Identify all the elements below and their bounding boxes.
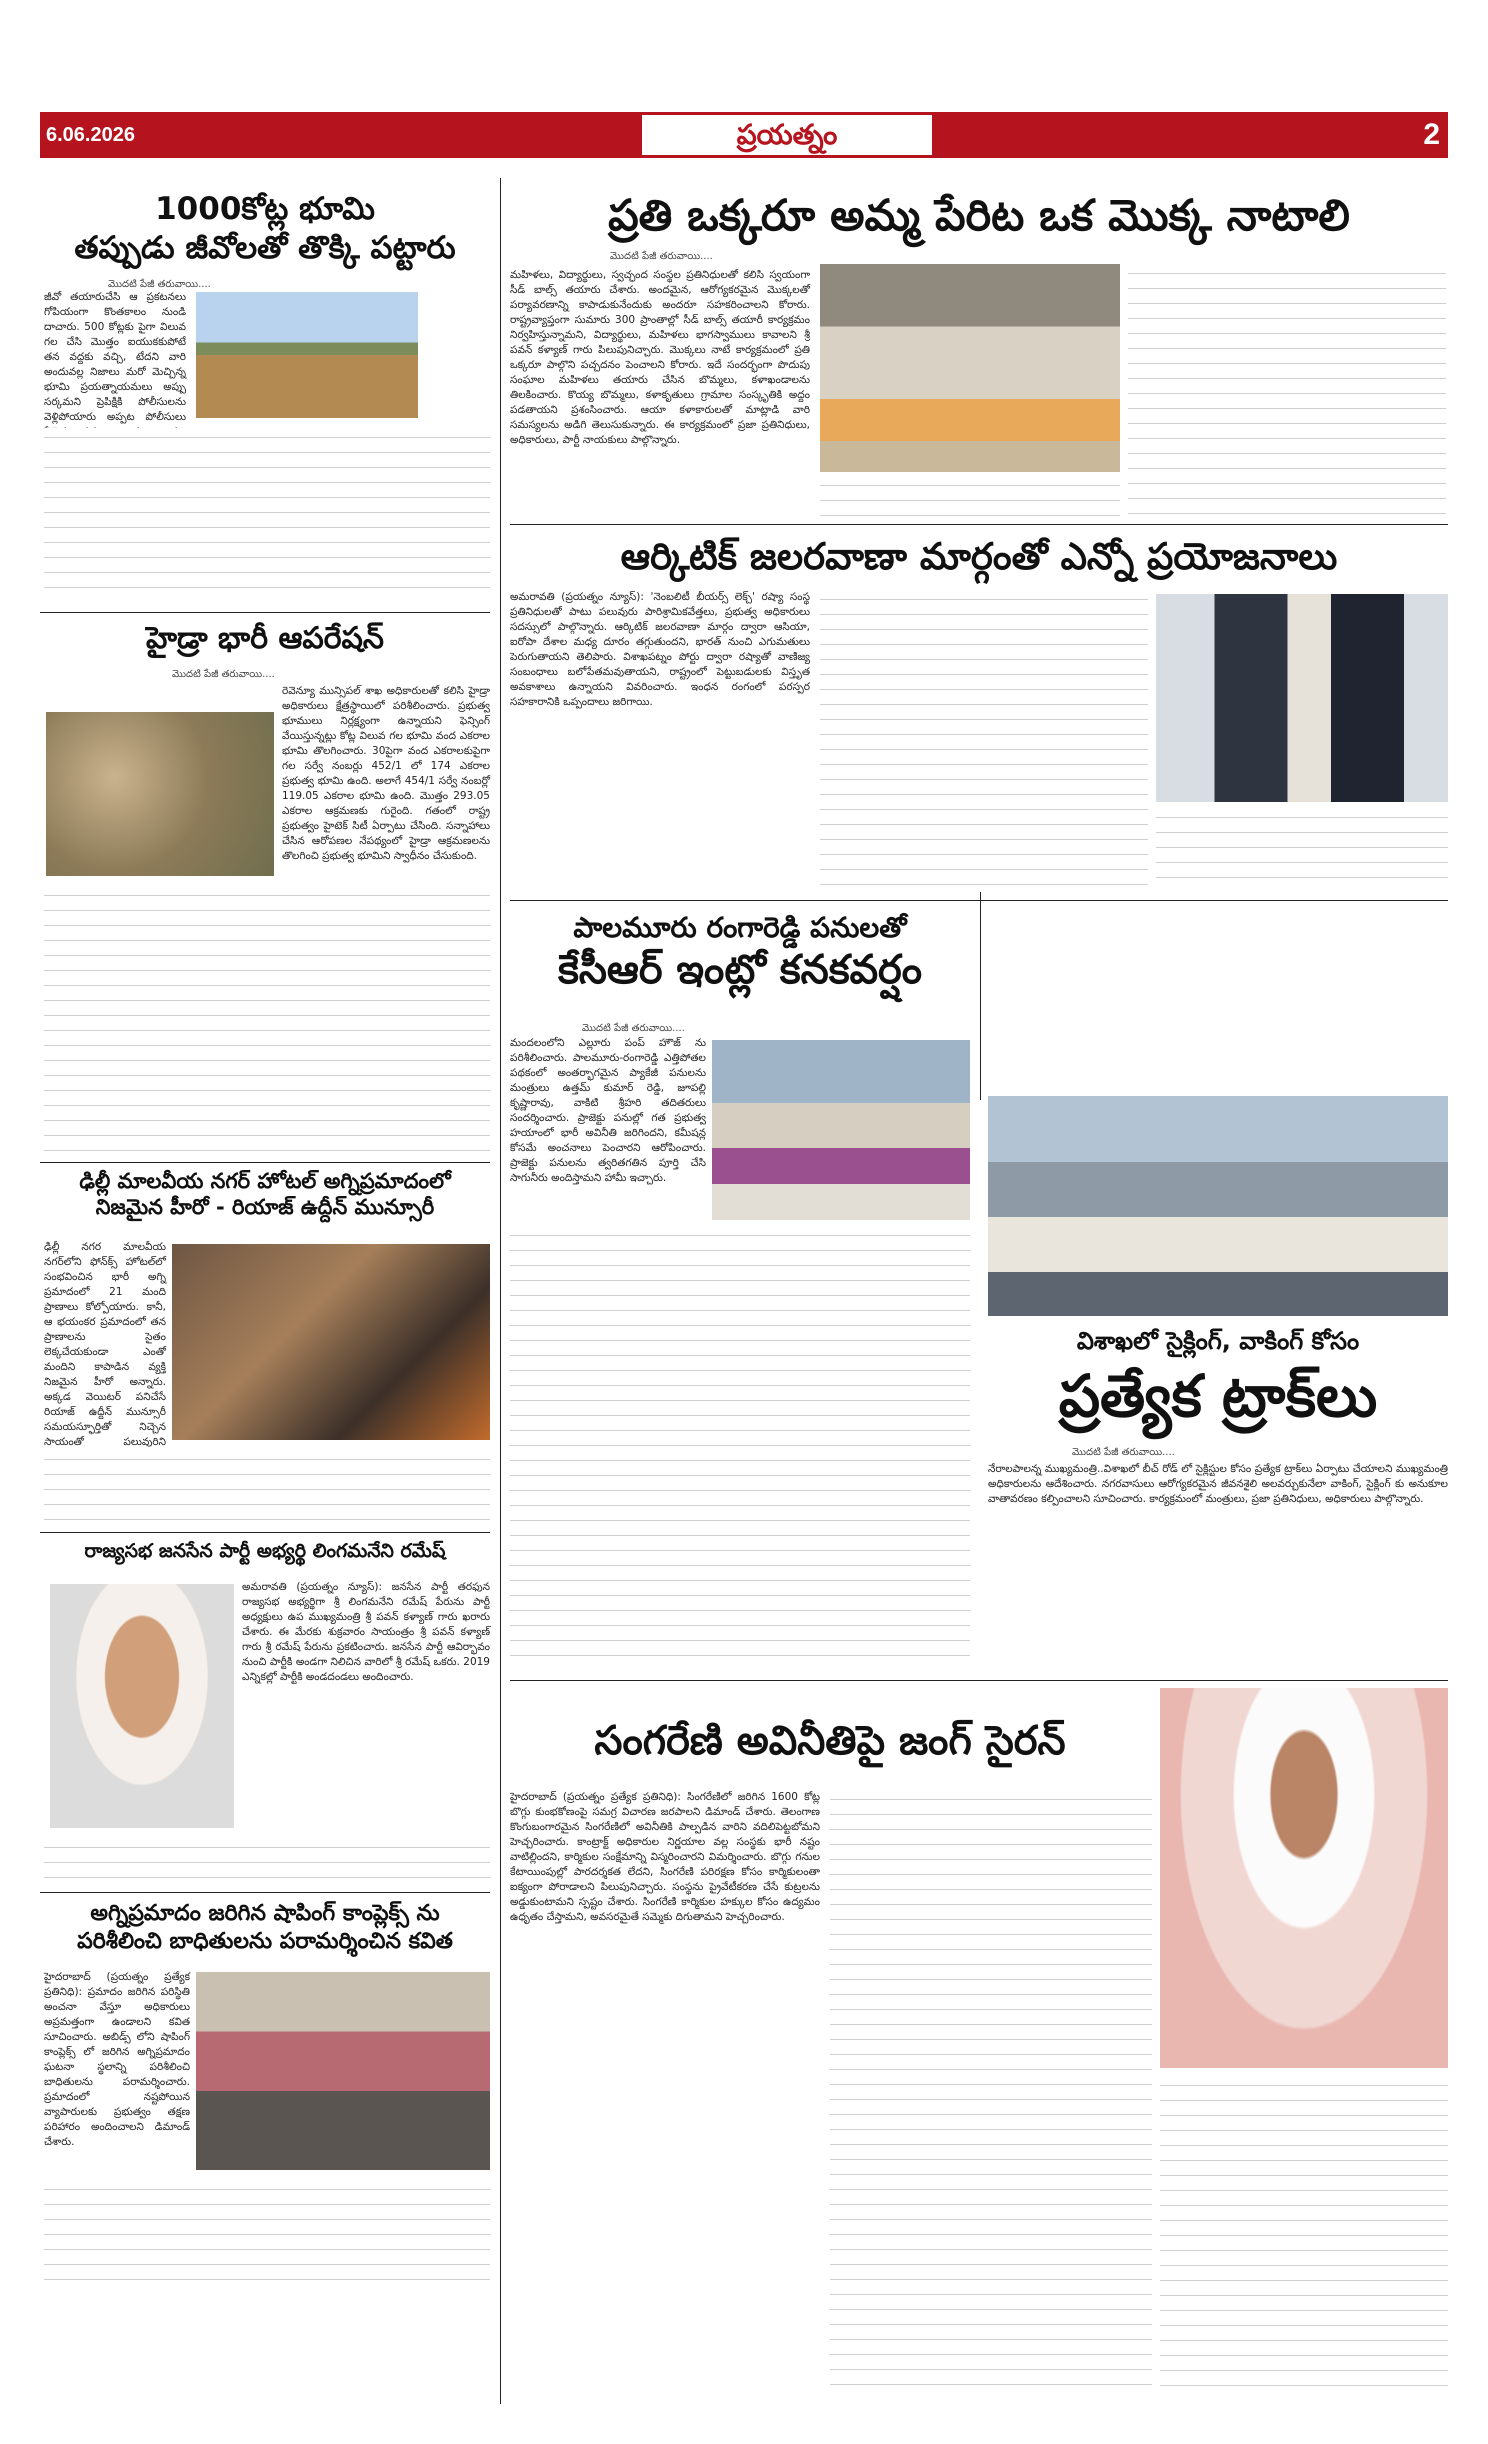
headline-rajyasabha: రాజ్యసభ జనసేన పార్టీ అభ్యర్థి లింగమనేని రమేష్ bbox=[84, 1540, 446, 1562]
seedball-photo bbox=[820, 264, 1120, 472]
article-text bbox=[820, 476, 1120, 516]
fire-rescue-photo bbox=[172, 1244, 490, 1440]
portrait-photo bbox=[50, 1584, 234, 1828]
headline-delhi-fire: ఢిల్లీ మాలవీయ నగర్ హోటల్ అగ్నిప్రమాదంలో నిజమైన హీరో - రియాజ్ ఉద్దీన్ మున్సూరీ bbox=[79, 1169, 451, 1220]
article-text: మహిళలు, విద్యార్థులు, స్వచ్ఛంద సంస్థల ప్రతినిధులతో కలిసి స్వయంగా సీడ్ బాల్స్ తయారు చేశారు. అందమైన, ఆరోగ్యకరమైన మొక్కలతో పర్యావరణాన్ని కాపాడుకునేందుకు అందరూ సహకరించాలని కోరారు. రాష్ట్రవ్యాప్తంగా సుమారు 300 ప్రాంతాల్లో సీడ్ బాల్స్ తయారీ కార్యక్రమం నిర్వహిస్తున్నామని, విద్యార్థులు, మహిళలు భాగస్వాములు కావాలని శ్రీ పవన్ కళ్యాణ్ గారు పిలుపునిచ్చారు. మొక్కలు నాటే కార్యక్రమంలో ప్రతి ఒక్కరూ పాల్గొని పచ్చదనం పెంచాలని కోరారు. ఇదే సందర్భంగా పొదుపు సంఘాల మహిళలు తయారు చేసిన బొమ్మలు, కళాఖండాలను తిలకించారు. కొయ్య బొమ్మలు, కళాకృతులు గ్రామాల సంస్కృతికి అద్దం పడతాయని ప్రశంసించారు. ఆయా కళాకారులతో మాట్లాడి వారి సమస్యలను అడిగి తెలుసుకున్నారు. ఈ కార్యక్రమంలో ప్రజా ప్రతినిధులు, అధికారులు, పార్టీ నాయకులు పాల్గొన్నారు. bbox=[510, 269, 810, 446]
article-text bbox=[830, 1790, 1152, 2390]
aerial-photo bbox=[46, 712, 274, 876]
section-divider bbox=[40, 1532, 490, 1533]
section-divider bbox=[510, 524, 1448, 525]
site-visit-photo bbox=[712, 1040, 970, 1220]
article-text: మందలంలోని ఎల్లూరు పంప్ హౌజ్ ను పరిశీలించారు. పాలమూరు-రంగారెడ్డి ఎత్తిపోతల పథకంలో అంతర్భాగమైన ప్యాకేజీ పనులను మంత్రులు ఉత్తమ్ కుమార్ రెడ్డి, జూపల్లి కృష్ణారావు, వాకిటి శ్రీహరి తదితరులు సందర్శించారు. ప్రాజెక్టు పనుల్లో గత ప్రభుత్వ హయాంలో భారీ అవినీతి జరిగిందని, కమీషన్ల కోసమే అంచనాలు పెంచారని ఆరోపించారు. ప్రాజెక్టు పనులను త్వరితగతిన పూర్తి చేసి సాగునీరు అందిస్తామని హామీ ఇచ్చారు. bbox=[510, 1037, 706, 1184]
article-text bbox=[820, 590, 1148, 892]
article-text: అమరావతి (ప్రయత్నం న్యూస్): జనసేన పార్టీ తరఫున రాజ్యసభ అభ్యర్థిగా శ్రీ లింగమనేని రమేష్ పేరును పార్టీ అధ్యక్షులు ఉప ముఖ్యమంత్రి శ్రీ పవన్ కళ్యాణ్ గారు ఖరారు చేశారు. ఈ మేరకు శుక్రవారం సాయంత్రం శ్రీ పవన్ కళ్యాణ్ గారు శ్రీ రమేష్ పేరును ప్రకటించారు. జనసేన పార్టీ ఆవిర్భావం నుంచి పార్టీకి అండగా నిలిచిన వారిలో శ్రీ రమేష్ ఒకరు. 2019 ఎన్నికల్లో పార్టీకి అండదండలు అందించారు. bbox=[242, 1581, 490, 1683]
headline-kavitha: అగ్నిప్రమాదం జరిగిన షాపింగ్ కాంప్లెక్స్ ను పరిశీలించి బాధితులను పరామర్శించిన కవిత bbox=[77, 1901, 453, 1954]
farmland-photo bbox=[196, 292, 418, 418]
page-number: 2 bbox=[1423, 118, 1440, 151]
headline-arctic: ఆర్కిటిక్ జలరవాణా మార్గంతో ఎన్నో ప్రయోజనాలు bbox=[620, 535, 1338, 578]
meeting-photo bbox=[1156, 594, 1448, 802]
issue-date: 6.06.2026 bbox=[46, 124, 135, 146]
article-text: హైదరాబాద్ (ప్రయత్నం ప్రత్యేక ప్రతినిధి): సింగరేణిలో జరిగిన 1600 కోట్ల బొగ్గు కుంభకోణంపై సమగ్ర విచారణ జరపాలని డిమాండ్ చేశారు. తెలంగాణ కొంగుబంగారమైన సింగరేణిలో అవినీతికి పాల్పడిన వారిని వదిలిపెట్టబోమని హెచ్చరించారు. కాంట్రాక్ట్ అధికారుల నిర్ణయాల వల్ల సంస్థకు భారీ నష్టం వాటిల్లిందని, కార్మికుల సంక్షేమాన్ని విస్మరించారని విమర్శించారు. బొగ్గు గనుల కేటాయింపుల్లో పారదర్శకత లేదని, సింగరేణి పరిరక్షణ కోసం కార్మికులంతా ఐక్యంగా పోరాడాలని పిలుపునిచ్చారు. సంస్థను ప్రైవేటీకరణ చేసే కుట్రలను అడ్డుకుంటామని స్పష్టం చేశారు. సింగరేణి కార్మికుల హక్కుల కోసం ఉద్యమం ఉధృతం చేస్తామని, అవసరమైతే సమ్మెకు దిగుతామని హెచ్చరించారు. bbox=[510, 1791, 820, 1923]
byline: మొదటి పేజీ తరువాయి.... bbox=[172, 669, 275, 680]
article-text bbox=[1156, 808, 1448, 892]
article-text: నేరాలపాలన్న ముఖ్యమంత్రి..విశాఖలో బీచ్ రోడ్ లో సైక్లిస్టుల కోసం ప్రత్యేక ట్రాక్‌లు ఏర్పాటు చేయాలని ముఖ్యమంత్రి అధికారులను ఆదేశించారు. నగరవాసులు ఆరోగ్యకరమైన జీవనశైలి అలవర్చుకునేలా వాకింగ్, సైక్లింగ్ కు అనుకూల వాతావరణం కల్పించాలని సూచించారు. కార్యక్రమంలో మంత్రులు, ప్రజా ప్రతినిధులు, అధికారులు పాల్గొన్నారు. bbox=[988, 1463, 1448, 1505]
speaker-photo bbox=[1160, 1688, 1448, 2068]
article-text bbox=[44, 2180, 490, 2290]
article-text bbox=[44, 886, 490, 1152]
section-divider bbox=[510, 1680, 1448, 1681]
article-text: ఢిల్లీ నగర మాలవీయ నగర్‌లోని ఫోన్‌క్స్ హోటల్‌లో సంభవించిన భారీ అగ్ని ప్రమాదంలో 21 మంది ప్రాణాలు కోల్పోయారు. కానీ, ఆ భయంకర ప్రమాదంలో తన ప్రాణాలను సైతం లెక్కచేయకుండా ఎంతో మందిని కాపాడిన వ్యక్తి నిజమైన హీరో అన్నారు. అక్కడ వెయిటర్ పనిచేసే రియాజ్ ఉద్దీన్ మున్సూరీ సమయస్ఫూర్తితో నిచ్చెన సాయంతో పలువురిని bbox=[44, 1241, 166, 1448]
byline: మొదటి పేజీ తరువాయి.... bbox=[582, 1023, 685, 1034]
section-divider bbox=[510, 900, 1448, 901]
headline-palamuru: పాలమూరు రంగారెడ్డి పనులతో కేసీఆర్ ఇంట్లో కనకవర్షం bbox=[557, 911, 923, 993]
article-text: హైదరాబాద్ (ప్రయత్నం ప్రత్యేక ప్రతినిధి): ప్రమాదం జరిగిన పరిస్థితి అంచనా వేస్తూ అధికారులు అప్రమత్తంగా ఉండాలని కవిత సూచించారు. అబిడ్స్ లోని షాపింగ్ కాంప్లెక్స్ లో జరిగిన అగ్నిప్రమాదం ఘటనా స్థలాన్ని పరిశీలించి బాధితులను పరామర్శించారు. ప్రమాదంలో నష్టపోయిన వ్యాపారులకు ప్రభుత్వం తక్షణ పరిహారం అందించాలని డిమాండ్ చేశారు. bbox=[44, 1971, 190, 2148]
kavitha-visit-photo bbox=[196, 1972, 490, 2170]
headline-singareni: సంగరేణి అవినీతిపై జంగ్ సైరన్ bbox=[594, 1718, 1066, 1764]
section-divider bbox=[40, 1162, 490, 1163]
headline-hydra: హైడ్రా భారీ ఆపరేషన్ bbox=[146, 621, 384, 656]
article-text bbox=[44, 1838, 490, 1888]
headline-plant-tree: ప్రతి ఒక్కరూ అమ్మ పేరిట ఒక మొక్క నాటాలి bbox=[608, 191, 1350, 241]
column-divider bbox=[500, 178, 501, 2404]
byline: మొదటి పేజీ తరువాయి.... bbox=[108, 279, 211, 290]
section-divider bbox=[40, 612, 490, 613]
article-text bbox=[44, 428, 490, 600]
article-text bbox=[510, 1226, 970, 1666]
headline-tracks: ప్రత్యేక ట్రాక్‌లు bbox=[1058, 1362, 1378, 1430]
byline: మొదటి పేజీ తరువాయి.... bbox=[610, 251, 713, 262]
article-text bbox=[44, 1450, 490, 1524]
headline-land: 1000కోట్ల భూమి తప్పుడు జీవోలతో తొక్కి పట్టారు bbox=[74, 191, 456, 266]
masthead-logo: ప్రయత్నం bbox=[642, 115, 932, 155]
headline-cycling: విశాఖలో సైక్లింగ్, వాకింగ్ కోసం bbox=[1076, 1327, 1360, 1355]
section-divider bbox=[40, 1892, 490, 1893]
cycling-photo bbox=[988, 1096, 1448, 1316]
article-text bbox=[1160, 2076, 1448, 2390]
article-text: రెవెన్యూ మున్సిపల్ శాఖ అధికారులతో కలిసి హైడ్రా అధికారులు క్షేత్రస్థాయిలో పరిశీలించారు. ప్రభుత్వ భూములు నిర్లక్ష్యంగా ఉన్నాయని ఫెన్సింగ్ వేయిస్తున్నట్లు కోట్ల విలువ గల భూమి వంద ఎకరాల భూమి తొలగించారు. 30పైగా వంద ఎకరాలకుపైగా గల సర్వే నంబర్లు 452/1 లో 174 ఎకరాల ప్రభుత్వ భూమి ఉంది. అలాగే 454/1 సర్వే నంబర్లో 119.05 ఎకరాల భూమి ఉంది. మొత్తం 293.05 ఎకరాల ఆక్రమణకు గురైంది. గతంలో రాష్ట్ర ప్రభుత్వం హైటెక్ సిటీ ఏర్పాటు చేసింది. సన్నాహాలు చేసిన ఆరోపణల నేపథ్యంలో హైడ్రా ఆక్రమణలను తొలగించి ప్రభుత్వ భూమిని స్వాధీనం చేసుకుంది. bbox=[282, 685, 490, 862]
article-text: అమరావతి (ప్రయత్నం న్యూస్): 'నెంబలిటీ బీయర్స్ లెక్చ్' రష్యా సంస్థ ప్రతినిధులతో పాటు పలువురు పారిశ్రామికవేత్తలు, ప్రభుత్వ అధికారులు సదస్సులో పాల్గొన్నారు. ఆర్కిటిక్ జలరవాణా మార్గం ద్వారా ఆసియా, ఐరోపా దేశాల మధ్య దూరం తగ్గుతుందని, భారత్ నుంచి ఎగుమతులు పెరుగుతాయని తెలిపారు. విశాఖపట్నం పోర్టు ద్వారా రష్యాతో వాణిజ్య సంబంధాలు బలోపేతమవుతాయని, రాష్ట్రంలో పెట్టుబడులకు విస్తృత అవకాశాలు ఉన్నాయని వివరించారు. ఇంధన రంగంలో పరస్పర సహకారానికి ఒప్పందాలు జరిగాయి. bbox=[510, 591, 810, 708]
article-text: జీవో తయారుచేసి ఆ ప్రకటనలు గోపియంగా కొంతకాలం నుండి దాచారు. 500 కోట్లకు పైగా విలువ గల చేసి మొత్తం ఐయుకకుపోటే తన వద్దకు వచ్చి, టేదని వారి అందువల్ల నిజాలు మరో మెచ్చిన్న భూమి ప్రయత్నాయమలు అప్పు సర్కమని ప్రెపిక్షికి పోలీసులను వెళ్లిపోయారు అప్పట పోలీసులు bbox=[44, 291, 186, 423]
article-text bbox=[1128, 264, 1446, 516]
page-header bbox=[40, 112, 1448, 158]
byline: మొదటి పేజీ తరువాయి.... bbox=[1072, 1447, 1175, 1458]
